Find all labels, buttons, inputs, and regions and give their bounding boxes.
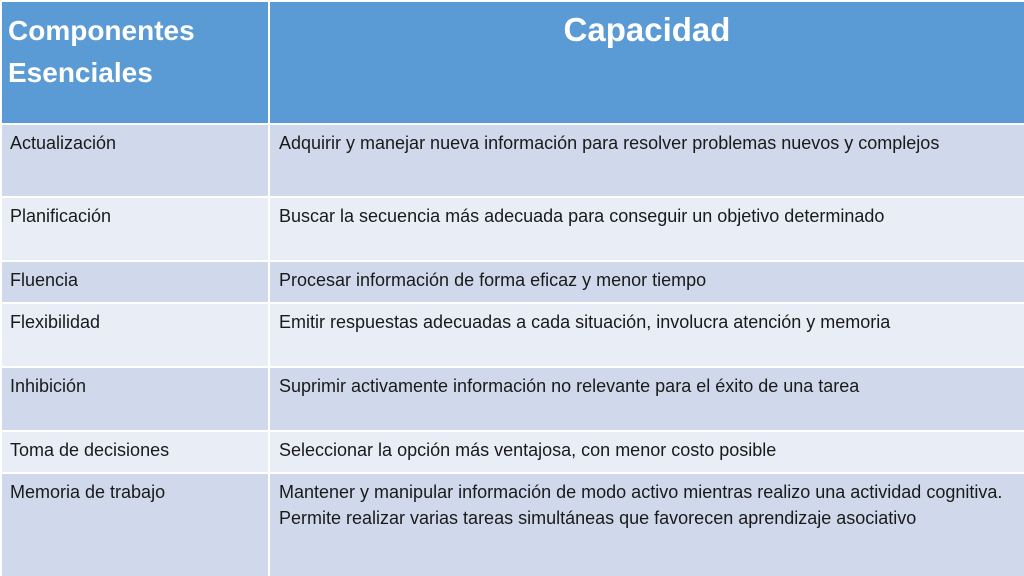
header-capacity: Capacidad bbox=[269, 1, 1024, 124]
table-row bbox=[1, 261, 1024, 303]
component-cell: Flexibilidad bbox=[1, 303, 269, 367]
capacity-cell: Mantener y manipular información de modo activo mientras realizo una actividad cognitiva. Permite realizar varias tareas simultáneas que favorecen aprendizaje asociativo bbox=[269, 473, 1024, 576]
table-header-row bbox=[1, 1, 1024, 124]
capacity-cell: Adquirir y manejar nueva información para resolver problemas nuevos y complejos bbox=[269, 124, 1024, 197]
component-cell: Fluencia bbox=[1, 261, 269, 303]
table-row bbox=[1, 197, 1024, 261]
capacity-cell: Emitir respuestas adecuadas a cada situación, involucra atención y memoria bbox=[269, 303, 1024, 367]
component-cell: Planificación bbox=[1, 197, 269, 261]
component-cell: Memoria de trabajo bbox=[1, 473, 269, 576]
header-components: Componentes Esenciales bbox=[1, 1, 269, 124]
component-cell: Toma de decisiones bbox=[1, 431, 269, 473]
component-cell: Actualización bbox=[1, 124, 269, 197]
table-row bbox=[1, 431, 1024, 473]
capacity-cell: Buscar la secuencia más adecuada para conseguir un objetivo determinado bbox=[269, 197, 1024, 261]
table-row bbox=[1, 473, 1024, 576]
capacity-cell: Procesar información de forma eficaz y menor tiempo bbox=[269, 261, 1024, 303]
table-row bbox=[1, 367, 1024, 431]
table-row bbox=[1, 124, 1024, 197]
component-cell: Inhibición bbox=[1, 367, 269, 431]
capacity-cell: Seleccionar la opción más ventajosa, con menor costo posible bbox=[269, 431, 1024, 473]
table-row bbox=[1, 303, 1024, 367]
capacity-cell: Suprimir activamente información no relevante para el éxito de una tarea bbox=[269, 367, 1024, 431]
